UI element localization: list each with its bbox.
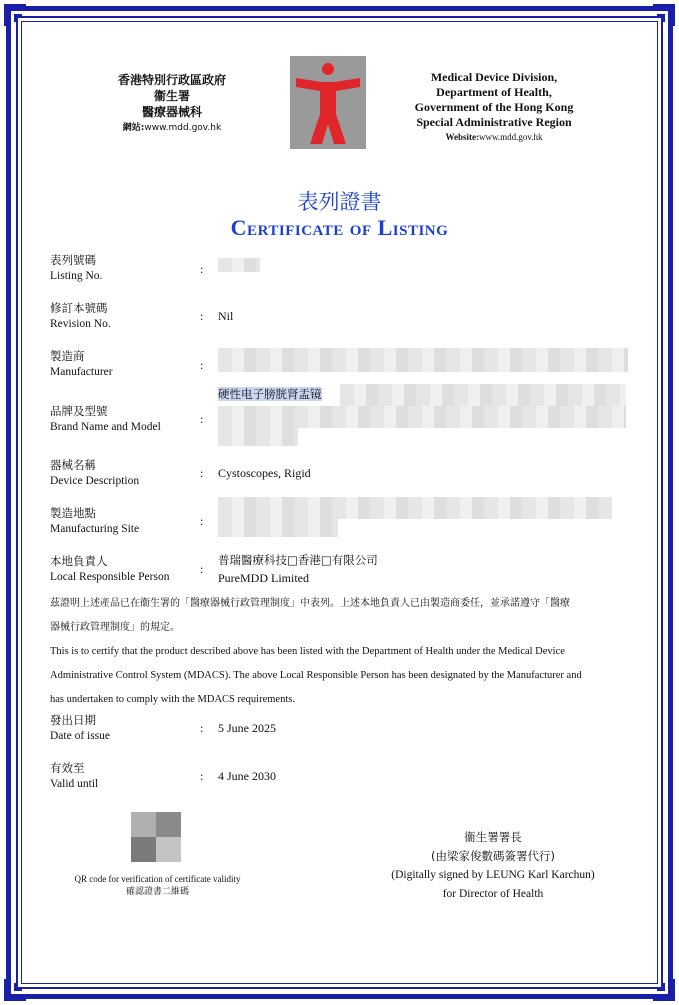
manufacturing-site-colon: : [200,514,204,528]
header-zh-department: 衞生署 [153,89,190,103]
valid-until-label-zh: 有效至 [50,761,85,775]
manufacturer-label [50,348,113,380]
signature-signed-by-zh: (由梁家俊數碼簽署代行) [431,849,555,863]
header-en-website-url: www.mdd.gov.hk [478,132,543,142]
revision-no-label-en: Revision No. [50,318,111,330]
header-zh-website-url: www.mdd.gov.hk [144,123,222,133]
statement-en-line-3: has undertaken to comply with the MDACS requirements. [50,694,295,705]
header-en-department: Department of Health, [436,85,552,99]
listing-no-label-en: Listing No. [50,270,103,282]
valid-until-label [50,760,98,792]
qr-code-redacted[interactable] [131,812,181,862]
header-zh-division: 醫療器械科 [141,105,202,119]
manufacturing-site-redacted-1 [218,497,612,519]
revision-no-value: Nil [218,309,234,323]
listing-no-label [50,252,102,284]
manufacturing-site-redacted-2 [218,519,338,537]
statement-zh-line-2: 器械行政管理制度」的規定。 [50,622,180,633]
lrp-label [50,553,169,585]
manufacturing-site-label-en: Manufacturing Site [50,523,140,535]
signature-block [368,828,618,904]
device-description-label-en: Device Description [50,475,140,487]
valid-until-colon: : [200,769,204,783]
header-english-block [396,70,592,145]
statement-en-line-1: This is to certify that the product described above has been listed with the Department of Health under the Medical Device [50,646,565,657]
manufacturing-site-label [50,505,139,537]
manufacturer-label-en: Manufacturer [50,366,113,378]
revision-no-colon: : [200,309,204,323]
statement-zh-line-1: 茲證明上述產品已在衞生署的「醫療器械行政管理制度」中表列。上述本地負責人已由製造商委任，並承諾遵守「醫療 [50,598,570,609]
signature-signed-by-en: (Digitally signed by LEUNG Karl Karchun) [391,869,595,881]
manufacturer-colon: : [200,358,204,372]
device-description-label [50,457,139,489]
manufacturer-redacted [218,348,628,372]
corner-ornament-bottom-left [0,975,30,1005]
lrp-label-en: Local Responsible Person [50,571,170,583]
qr-caption-zh: 確認證書二維碼 [125,887,189,897]
device-description-label-zh: 器械名稱 [50,458,96,472]
brand-model-colon: : [200,412,204,426]
date-of-issue-label-en: Date of issue [50,730,111,742]
header-en-government: Government of the Hong Kong [414,100,574,114]
valid-until-value: 4 June 2030 [218,769,276,783]
lrp-value-zh: 普瑞醫療科技□香港□有限公司 [218,553,378,567]
valid-until-label-en: Valid until [50,778,99,790]
signature-title-zh: 衞生署署長 [464,830,522,844]
brand-model-redacted-1 [340,384,626,406]
statement-en-line-2: Administrative Control System (MDACS). The above Local Responsible Person has been designated by the Manufacturer and [50,670,582,681]
brand-model-redacted-3 [218,428,298,446]
brand-model-value-text: 硬性电子膀胱肾盂镜 [218,387,322,401]
manufacturing-site-label-zh: 製造地點 [50,506,96,520]
lrp-label-zh: 本地負責人 [50,554,108,568]
header-zh-government: 香港特別行政區政府 [117,73,226,87]
header-en-website-label: Website: [445,132,479,142]
listing-no-redacted [218,258,260,272]
header-zh-website [82,120,262,136]
corner-ornament-bottom-right [649,975,679,1005]
brand-model-label-en: Brand Name and Model [50,421,161,433]
lrp-value-en: PureMDD Limited [218,571,309,585]
brand-model-redacted-2 [218,406,626,428]
device-description-colon: : [200,466,204,480]
date-of-issue-colon: : [200,721,204,735]
lrp-colon: : [200,562,204,576]
qr-code-caption [50,873,265,899]
revision-no-label [50,300,111,332]
header-chinese-block [82,72,262,136]
corner-ornament-top-left [0,0,30,30]
lrp-value [218,551,378,587]
certificate-title-zh: 表列證書 [297,190,382,214]
header-en-website [396,130,592,145]
device-description-value: Cystoscopes, Rigid [218,466,311,480]
listing-no-colon: : [200,262,204,276]
brand-model-value [218,385,322,403]
revision-no-label-zh: 修訂本號碼 [50,301,108,315]
date-of-issue-label-zh: 發出日期 [50,713,96,727]
date-of-issue-label [50,712,110,744]
certificate-title-en: Certificate of Listing [230,215,449,240]
listing-no-label-zh: 表列號碼 [50,253,96,267]
header-en-division: Medical Device Division, [430,70,558,84]
header-zh-website-label: 網站: [122,123,145,133]
date-of-issue-value: 5 June 2025 [218,721,276,735]
header-en-region: Special Administrative Region [416,115,572,129]
brand-model-label [50,403,161,435]
corner-ornament-top-right [649,0,679,30]
signature-for-director: for Director of Health [442,888,544,900]
brand-model-label-zh: 品牌及型號 [50,404,108,418]
department-of-health-logo [290,56,366,149]
manufacturer-label-zh: 製造商 [50,349,85,363]
certification-statement [50,592,630,712]
qr-caption-en: QR code for verification of certificate validity [74,874,241,884]
